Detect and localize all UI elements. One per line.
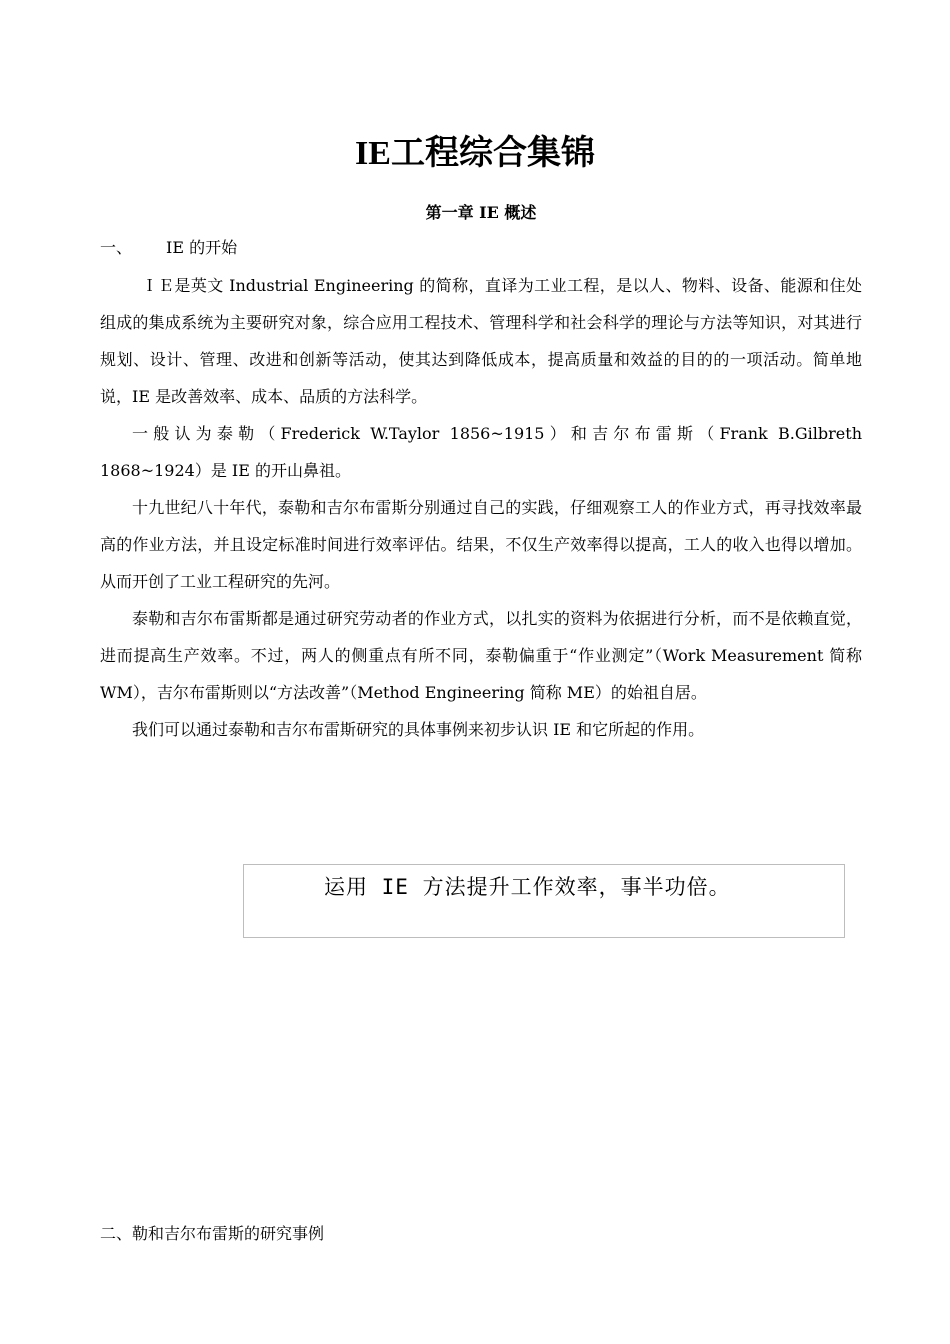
page-title: IE工程综合集锦	[355, 135, 595, 172]
callout-text: 运用 IE 方法提升工作效率，事半功倍。	[324, 875, 731, 899]
paragraph-methods: 泰勒和吉尔布雷斯都是通过研究劳动者的作业方式，以扎实的资料为依据进行分析，而不是依赖直觉，进而提高生产效率。不过，两人的侧重点有所不同，泰勒偏重于“作业测定”（Work Measurement 简称 WM），吉尔布雷斯则以“方法改善”（Method Engineering 简称 ME）的始祖自居。	[100, 609, 862, 702]
section-heading-1	[100, 236, 237, 260]
paragraph-history: 十九世纪八十年代，泰勒和吉尔布雷斯分别通过自己的实践，仔细观察工人的作业方式，再寻找效率最高的作业方法，并且设定标准时间进行效率评估。结果，不仅生产效率得以提高，工人的收入也得以增加。从而开创了工业工程研究的先河。	[100, 498, 862, 591]
paragraph-ie-definition: ＩＥ是英文 Industrial Engineering 的简称，直译为工业工程，是以人、物料、设备、能源和住处组成的集成系统为主要研究对象，综合应用工程技术、管理科学和社会科学的理论与方法等知识，对其进行规划、设计、管理、改进和创新等活动，使其达到降低成本，提高质量和效益的目的的一项活动。简单地说，IE 是改善效率、成本、品质的方法科学。	[100, 276, 862, 406]
paragraph-intro-examples: 我们可以通过泰勒和吉尔布雷斯研究的具体事例来初步认识 IE 和它所起的作用。	[132, 720, 705, 739]
chapter-title: 第一章 IE 概述	[425, 203, 537, 222]
section-heading-text: IE 的开始	[166, 238, 238, 257]
body-text	[100, 267, 862, 748]
callout-box	[243, 864, 845, 938]
paragraph-founders: 一般认为泰勒（Frederick W.Taylor 1856~1915）和吉尔布雷斯（Frank B.Gilbreth 1868~1924）是 IE 的开山鼻祖。	[100, 424, 862, 480]
section-number: 一、	[100, 238, 133, 257]
section-heading-2: 二、勒和吉尔布雷斯的研究事例	[100, 1224, 325, 1243]
